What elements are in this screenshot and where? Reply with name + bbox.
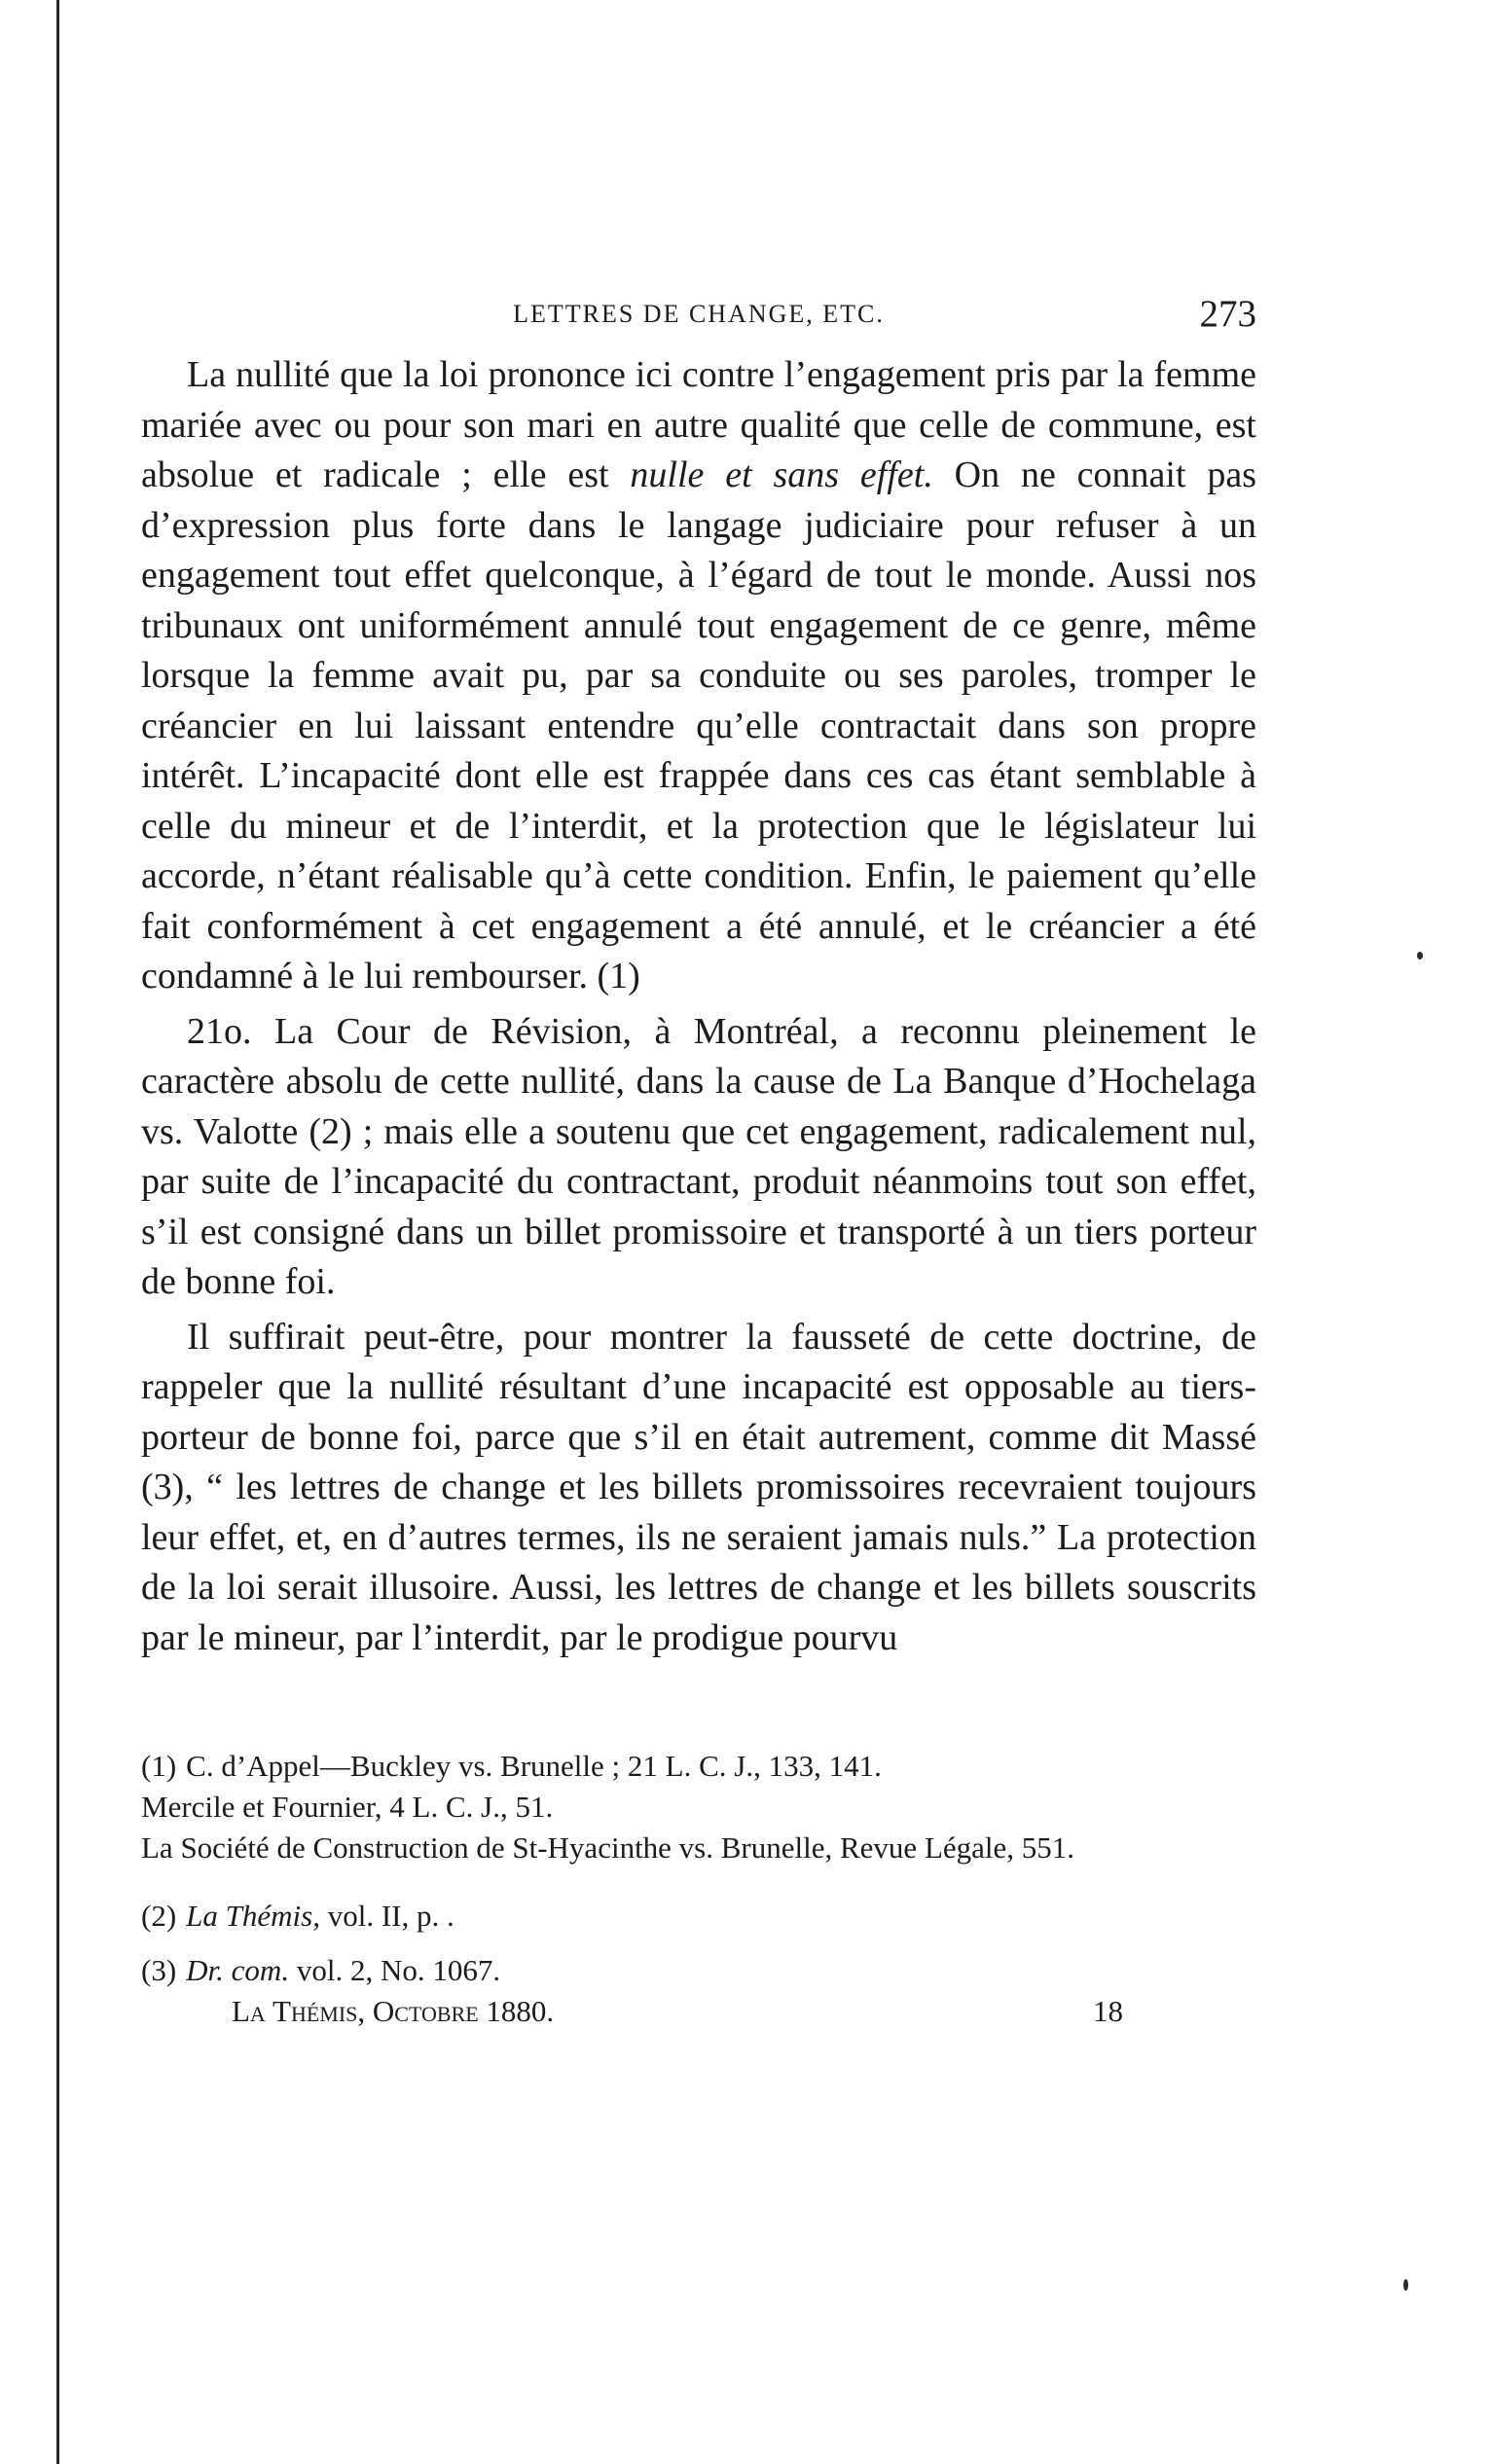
footnote-italic: La Thémis, xyxy=(186,1899,320,1933)
paragraph: 21o. La Cour de Révision, à Montréal, a reconnu pleinement le caractère absolu de cette nullité, dans la cause de La Banque d’Hochelaga vs. Valotte (2) ; mais elle a soutenu que cet engagement, radicalement nul, par suite de l’incapacité du contractant, produit néanmoins tout son effet, s’il est consigné dans un billet promissoire et transporté à un tiers porteur de bonne foi. xyxy=(141,1010,1256,1302)
footnote-text: C. d’Appel—Buckley vs. Brunelle ; 21 L. C. J., 133, 141. xyxy=(186,1749,882,1783)
signature-line xyxy=(141,1991,1256,2032)
body-text xyxy=(141,350,1256,1663)
journal-signature: La Thémis, Octobre 1880. xyxy=(232,1994,555,2028)
footnotes xyxy=(141,1746,1256,1991)
footnote-mark: (3) xyxy=(141,1953,177,1987)
footnote-1 xyxy=(141,1746,1256,1787)
running-title: LETTRES DE CHANGE, ETC. xyxy=(513,300,885,328)
footnote-italic: Dr. com. xyxy=(186,1953,290,1987)
footnote-mark: (2) xyxy=(141,1899,177,1933)
footnote-2 xyxy=(141,1896,1256,1937)
italic-phrase: nulle et sans effet. xyxy=(630,454,933,495)
footnote-1-line-3: La Société de Construction de St-Hyacinthe vs. Brunelle, Revue Légale, 551. xyxy=(141,1830,1075,1865)
paragraph-text: La nullité que la loi prononce ici contre l’engagement pris par la femme mariée avec ou pour son mari en autre qualité que celle de commune, est absolue et radicale ; elle est xyxy=(141,354,1256,495)
paragraph-text: On ne connait pas d’expression plus forte dans le langage judiciaire pour refuser à un engagement tout effet quelconque, à l’égard de tout le monde. Aussi nos tribunaux ont uniformément annulé tout engagement de ce genre, même lorsque la femme avait pu, par sa conduite ou ses paroles, tromper le créancier en lui laissant entendre qu’elle contractait dans son propre intérêt. L’incapacité dont elle est frappée dans ces cas étant semblable à celle du mineur et de l’interdit, et la protection que le législateur lui accorde, n’étant réalisable qu’à cette condition. Enfin, le paiement qu’elle fait conformément à cet engagement a été annulé, et le créancier a été condamné à le lui rembourser. (1) xyxy=(141,454,1257,996)
footnote-mark: (1) xyxy=(141,1749,177,1783)
footnote-text: vol. II, p. . xyxy=(319,1899,454,1933)
ink-speck xyxy=(1403,2279,1408,2291)
ink-speck xyxy=(1417,952,1423,960)
running-head xyxy=(141,292,1256,350)
footnote-text: vol. 2, No. 1067. xyxy=(289,1953,501,1987)
binding-edge xyxy=(56,0,59,2464)
paragraph: Il suffirait peut-être, pour montrer la fausseté de cette doctrine, de rappeler que la nullité résultant d’une incapacité est opposable au tiers-porteur de bonne foi, parce que s’il en était autrement, comme dit Massé (3), “ les lettres de change et les billets promissoires recevraient toujours leur effet, et, en d’autres termes, ils ne seraient jamais nuls.” La protection de la loi serait illusoire. Aussi, les lettres de change et les billets souscrits par le mineur, par l’interdit, par le prodigue pourvu xyxy=(141,1316,1256,1658)
paragraph xyxy=(141,350,1256,1002)
footnote-3 xyxy=(141,1950,1256,1991)
sheet-number: 18 xyxy=(1093,1994,1123,2028)
footnote-1-line-2: Mercile et Fournier, 4 L. C. J., 51. xyxy=(141,1790,554,1824)
book-page xyxy=(141,292,1256,2032)
page-number: 273 xyxy=(1199,293,1256,335)
